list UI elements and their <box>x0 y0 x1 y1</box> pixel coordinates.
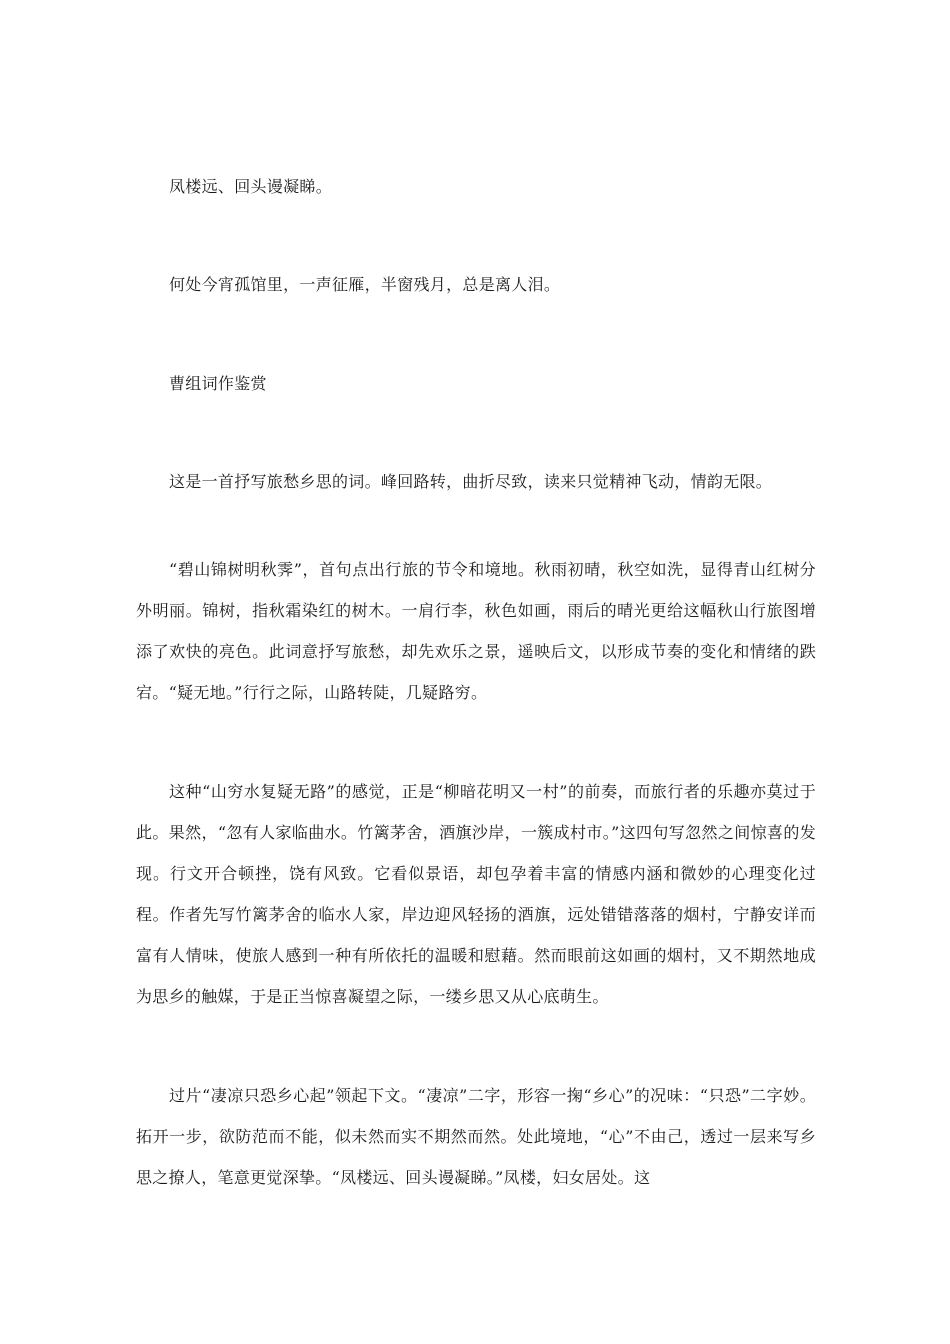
paragraph-second-stanza: 过片“凄凉只恐乡心起”领起下文。“凄凉”二字，形容一掬“乡心”的况味：“只恐”二字妙。拓开一步，欲防范而不能，似未然而实不期然而然。处此境地，“心”不由己，透过一层来写乡思之撩人，笔意更觉深挚。“凤楼远、回头谩凝睇。”凤楼，妇女居处。这 <box>136 1086 816 1187</box>
paragraph-first-line-analysis: “碧山锦树明秋霁”，首句点出行旅的节令和境地。秋雨初晴，秋空如洗，显得青山红树分外明丽。锦树，指秋霜染红的树木。一肩行李，秋色如画，雨后的晴光更给这幅秋山行旅图增添了欢快的亮色。此词意抒写旅愁，却先欢乐之景，遥映后文，以形成节奏的变化和情绪的跌宕。“疑无地。”行行之际，山路转陡，几疑路穷。 <box>136 560 816 702</box>
poem-line-phoenix-tower: 凤楼远、回头谩凝睇。 <box>169 177 333 196</box>
paragraph-village-scene: 这种“山穷水复疑无路”的感觉，正是“柳暗花明又一村”的前奏，而旅行者的乐趣亦莫过于此。果然，“忽有人家临曲水。竹篱茅舍，酒旗沙岸，一簇成村市。”这四句写忽然之间惊喜的发现。行文开合顿挫，饶有风致。它看似景语，却包孕着丰富的情感内涵和微妙的心理变化过程。作者先写竹篱茅舍的临水人家，岸边迎风轻扬的酒旗，远处错错落落的烟村，宁静安详而富有人情味，使旅人感到一种有所依托的温暖和慰藉。然而眼前这如画的烟村，又不期然地成为思乡的触媒，于是正当惊喜凝望之际，一缕乡思又从心底萌生。 <box>136 782 816 1006</box>
poem-line-lonely-inn: 何处今宵孤馆里，一声征雁，半窗残月，总是离人泪。 <box>169 275 561 294</box>
section-heading-appreciation: 曹组词作鉴赏 <box>169 374 267 393</box>
paragraph-intro: 这是一首抒写旅愁乡思的词。峰回路转，曲折尽致，读来只觉精神飞动，情韵无限。 <box>169 472 773 491</box>
